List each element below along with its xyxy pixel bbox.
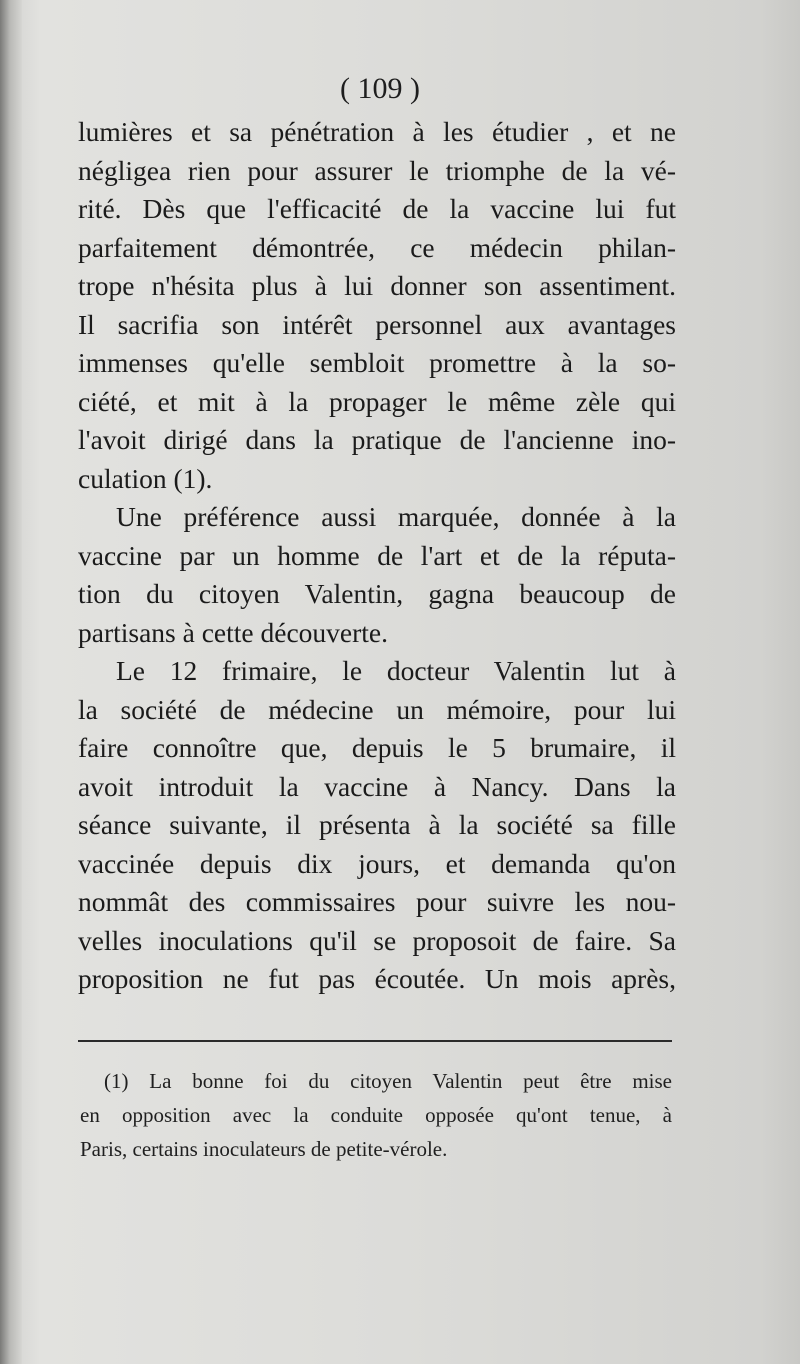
text-line: séance suivante, il présenta à la société sa fille xyxy=(78,809,676,840)
text-line: tion du citoyen Valentin, gagna beaucoup de xyxy=(78,578,676,609)
text-line: avoit introduit la vaccine à Nancy. Dans la xyxy=(78,770,676,802)
page-number: ( 109 ) xyxy=(340,72,420,105)
book-gutter-shadow xyxy=(0,0,22,1364)
text-line: la société de médecine un mémoire, pour lui xyxy=(78,693,676,725)
text-line: proposition ne fut pas écoutée. Un mois après, xyxy=(78,963,676,994)
footnote-line: Paris, certains inoculateurs de petite-vérole. xyxy=(80,1137,448,1161)
text-line: culation (1). xyxy=(78,462,213,494)
text-line: l'avoit dirigé dans la pratique de l'ancienne ino- xyxy=(78,424,676,455)
text-line: velles inoculations qu'il se proposoit de faire. Sa xyxy=(78,924,676,956)
text-line: trope n'hésita plus à lui donner son assentiment. xyxy=(78,270,676,301)
footnote-divider xyxy=(78,1040,672,1042)
text-line: immenses qu'elle sembloit promettre à la so- xyxy=(78,347,676,378)
text-line: Il sacrifia son intérêt personnel aux avantages xyxy=(78,308,676,340)
text-line: nommât des commissaires pour suivre les nou- xyxy=(78,886,676,917)
text-line: vaccinée depuis dix jours, et demanda qu'on xyxy=(78,847,676,879)
text-line: faire connoître que, depuis le 5 brumaire, il xyxy=(78,732,676,763)
text-line: ciété, et mit à la propager le même zèle qui xyxy=(78,385,676,417)
text-line: Une préférence aussi marquée, donnée à la xyxy=(116,501,676,532)
body-text xyxy=(78,113,676,999)
footnote-line: (1) La bonne foi du citoyen Valentin peut être mise xyxy=(104,1069,672,1093)
text-line: lumières et sa pénétration à les étudier , et ne xyxy=(78,116,676,147)
footnote xyxy=(80,1064,672,1166)
text-line: vaccine par un homme de l'art et de la réputa- xyxy=(78,539,676,571)
text-line: partisans à cette découverte. xyxy=(78,616,388,648)
text-line: Le 12 frimaire, le docteur Valentin lut à xyxy=(116,655,676,686)
text-line: rité. Dès que l'efficacité de la vaccine lui fut xyxy=(78,193,676,224)
text-line: parfaitement démontrée, ce médecin philan- xyxy=(78,231,676,263)
footnote-line: en opposition avec la conduite opposée qu'ont tenue, à xyxy=(80,1103,672,1127)
text-line: négligea rien pour assurer le triomphe de la vé- xyxy=(78,154,676,186)
